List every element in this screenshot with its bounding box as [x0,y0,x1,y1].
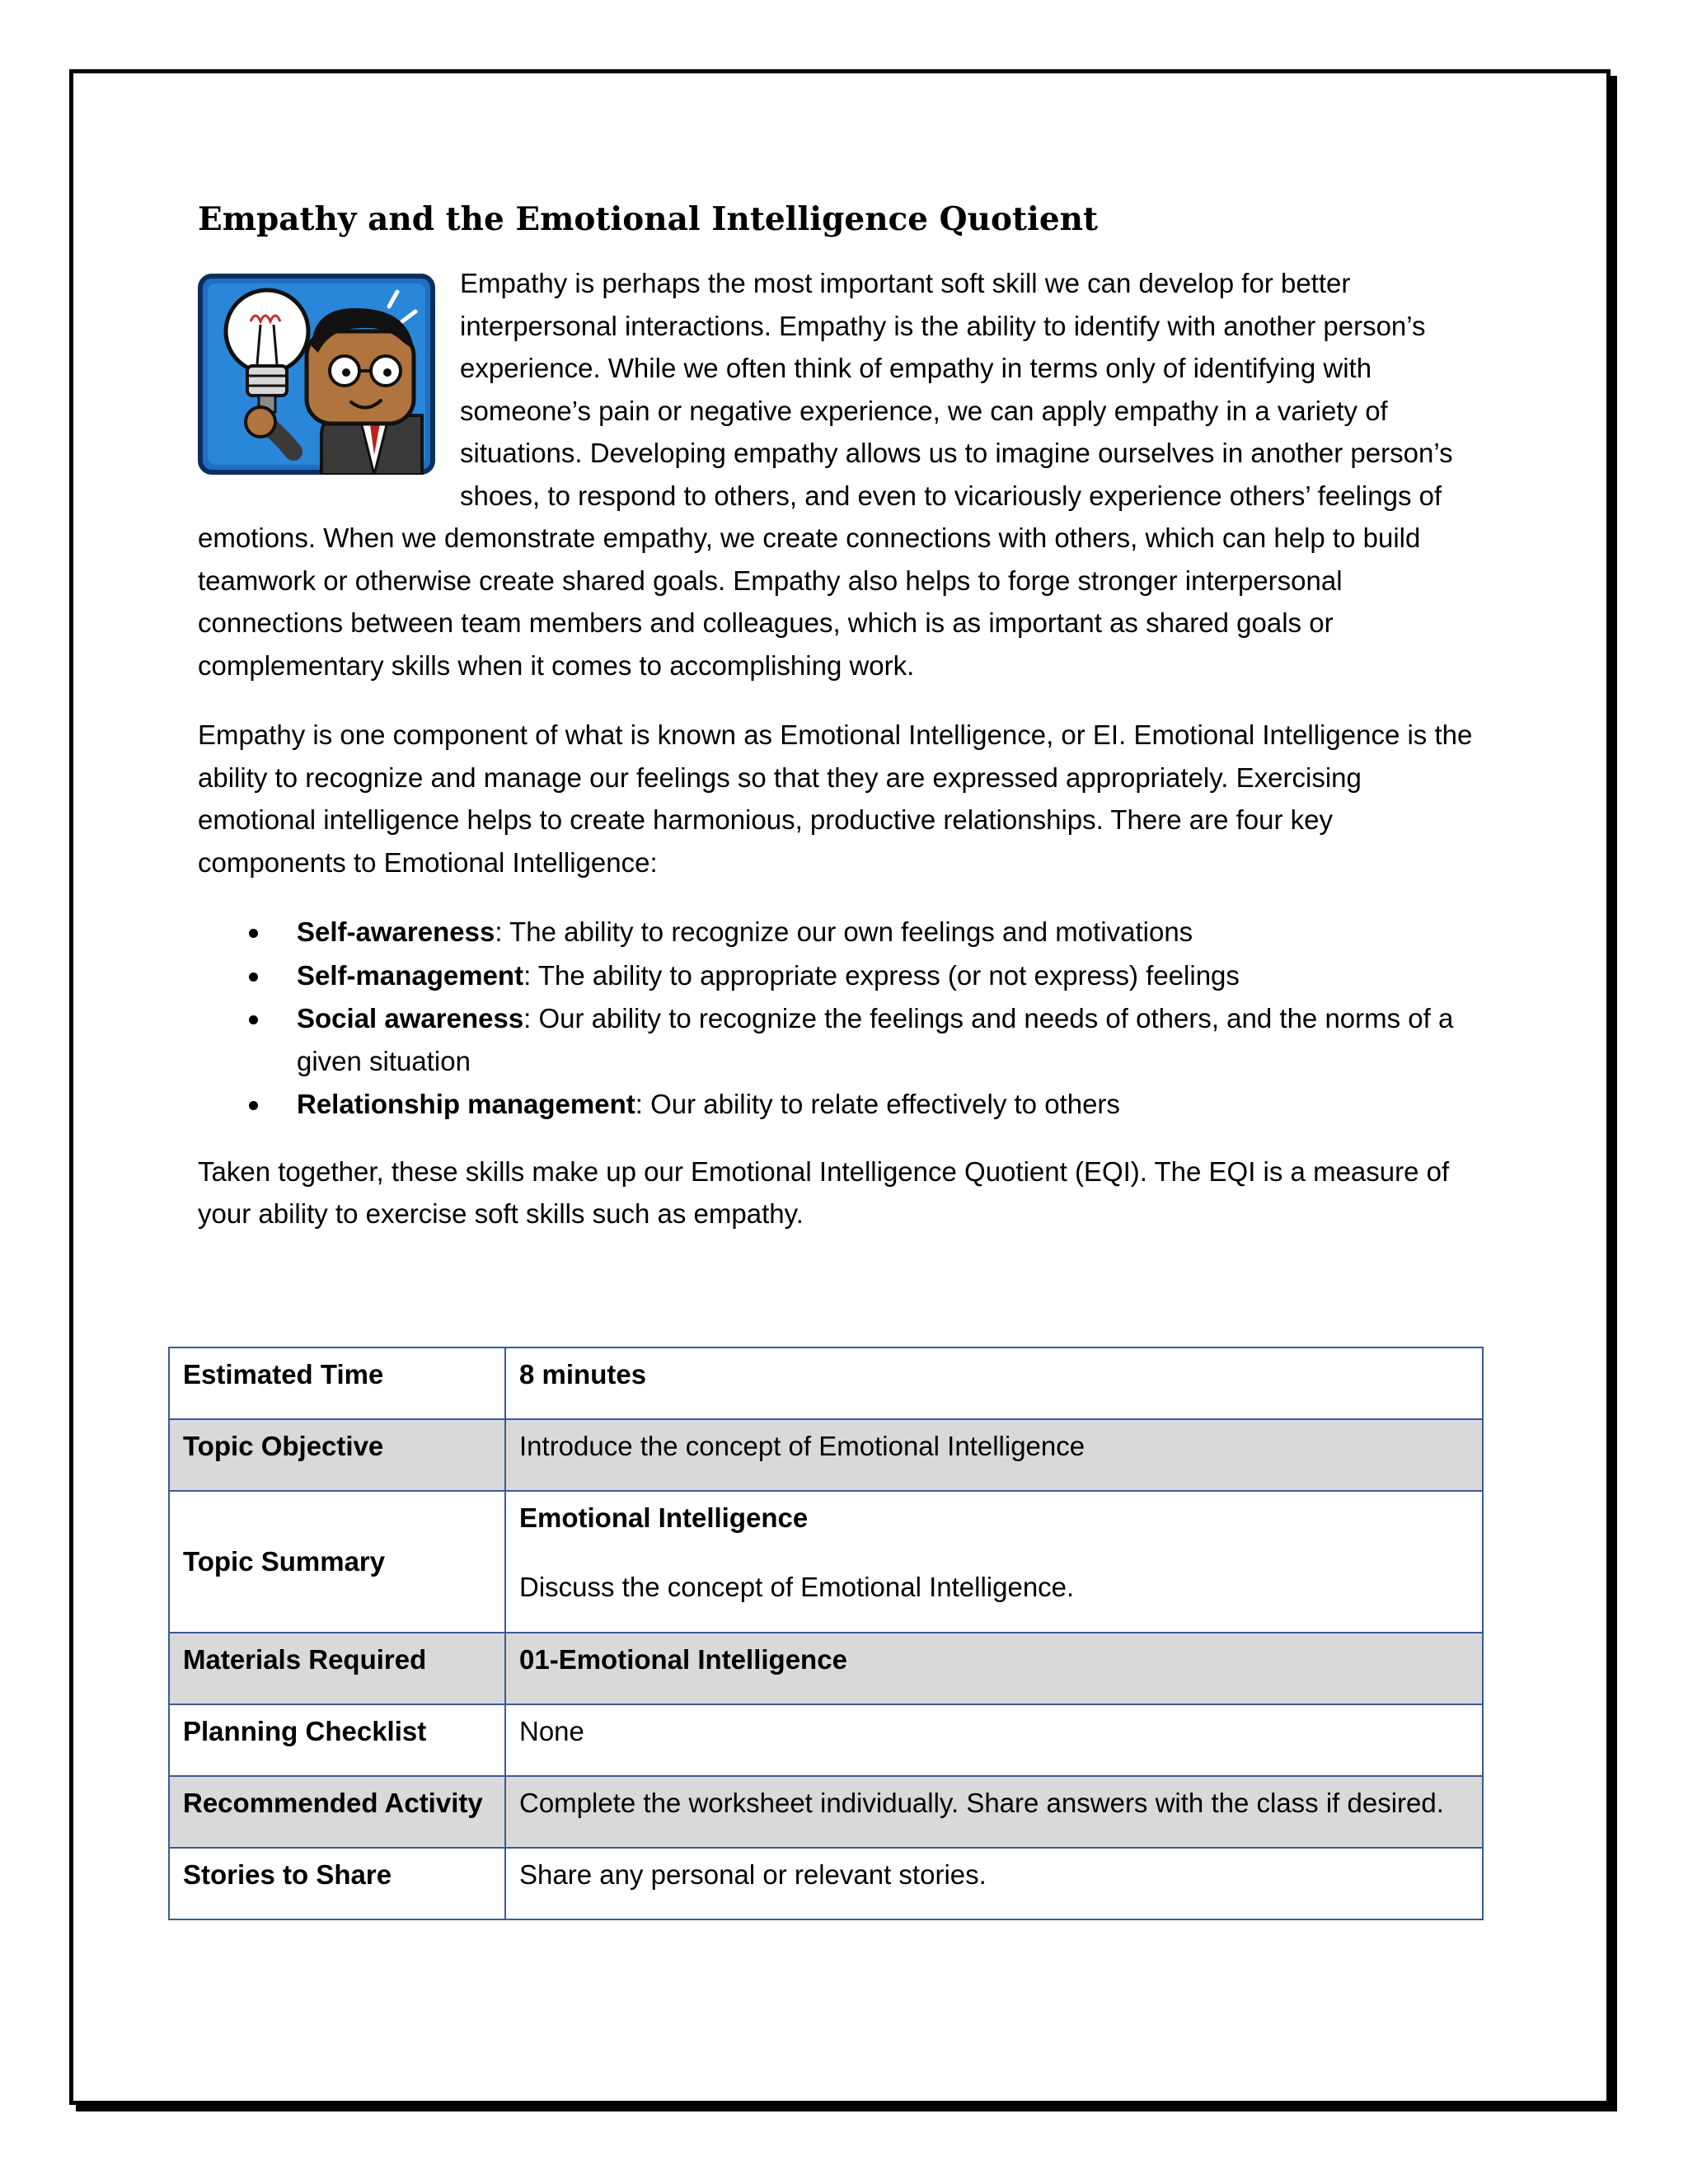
table-row-stories-to-share [169,1848,1483,1919]
topic-summary-cell [505,1491,1483,1633]
page-title: Empathy and the Emotional Intelligence Quotient [198,200,1099,238]
planning-checklist-label: Planning Checklist [169,1704,505,1776]
materials-required-label: Materials Required [169,1633,505,1704]
topic-summary-value: Discuss the concept of Emotional Intelligence. [519,1572,1075,1602]
table-row-topic-objective [169,1419,1483,1491]
bullet-icon [249,1015,258,1024]
estimated-time-value: 8 minutes [505,1347,1483,1419]
recommended-activity-label: Recommended Activity [169,1776,505,1848]
intro-section [198,262,1484,687]
lightbulb-idea-man-icon [198,274,435,475]
list-item: Social awareness: Our ability to recognize the feelings and needs of others, and the norms of a given situation [198,997,1484,1082]
topic-info-table [168,1347,1484,1920]
table-row-planning-checklist [169,1704,1483,1776]
ei-paragraph: Empathy is one component of what is known as Emotional Intelligence, or EI. Emotional Intelligence is the ability to recognize and manage our feelings so that they are expressed appropriately. Exercising emotional intelligence helps to create harmonious, productive relationships. There are four key components to Emotional Intelligence: [198,719,1473,878]
estimated-time-label: Estimated Time [169,1347,505,1419]
list-item: Relationship management: Our ability to relate effectively to others [198,1083,1484,1126]
topic-objective-value: Introduce the concept of Emotional Intelligence [505,1419,1483,1491]
bullet-icon [249,1101,258,1110]
table-row-materials-required [169,1633,1483,1704]
planning-checklist-value: None [505,1704,1483,1776]
bullet-icon [249,929,258,938]
recommended-activity-value: Complete the worksheet individually. Share answers with the class if desired. [505,1776,1483,1848]
table-row-estimated-time [169,1347,1483,1419]
bullet-icon [249,972,258,982]
topic-summary-heading: Emotional Intelligence [519,1502,809,1533]
list-item: Self-management: The ability to appropriate express (or not express) feelings [198,954,1484,997]
list-item: Self-awareness: The ability to recognize our own feelings and motivations [198,911,1484,954]
document-body [198,194,1484,1235]
eqi-paragraph: Taken together, these skills make up our Emotional Intelligence Quotient (EQI). The EQI is a measure of your ability to exercise soft skills such as empathy. [198,1155,1450,1229]
topic-summary-label: Topic Summary [169,1491,505,1633]
ei-components-list [198,911,1484,1126]
table-row-recommended-activity [169,1776,1483,1848]
intro-paragraph: Empathy is perhaps the most important soft skill we can develop for better interpersonal interactions. Empathy is the ability to identify with another person’s experience. While we often think of empathy in terms only of identifying with someone’s pain or negative experience, we can apply empathy in a variety of situations. Developing empathy allows us to imagine ourselves in another person’s shoes, to respond to others, and even to vicariously experience others’ feelings of emotions. When we demonstrate empathy, we create connections with others, which can help to build teamwork or otherwise create shared goals. Empathy also helps to forge stronger interpersonal connections between team members and colleagues, which is as important as shared goals or complementary skills when it comes to accomplishing work. [198,268,1453,681]
stories-to-share-value: Share any personal or relevant stories. [505,1848,1483,1919]
materials-required-value: 01-Emotional Intelligence [505,1633,1483,1704]
table-row-topic-summary [169,1491,1483,1633]
stories-to-share-label: Stories to Share [169,1848,505,1919]
topic-objective-label: Topic Objective [169,1419,505,1491]
